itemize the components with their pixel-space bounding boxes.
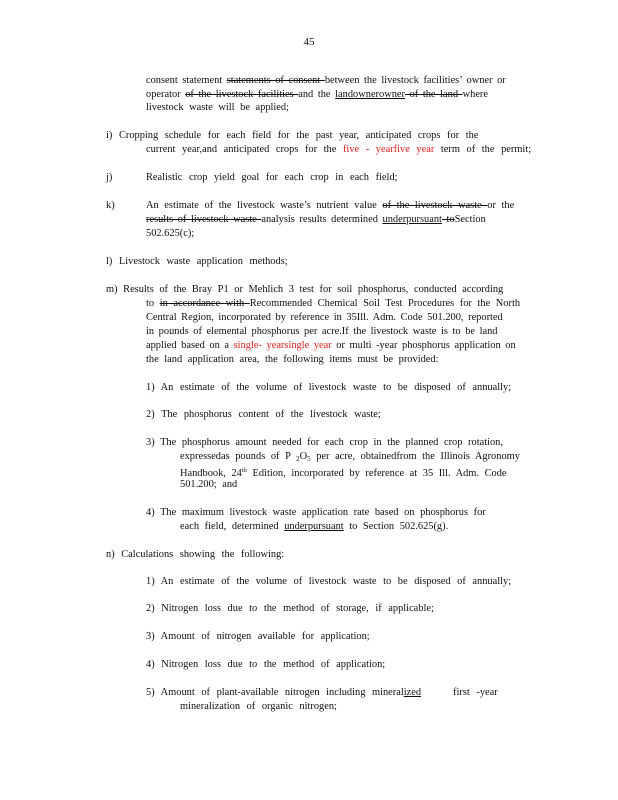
item-m-sub-3-line-2 [180, 451, 520, 465]
text: analysis results determined [261, 214, 383, 225]
deleted-text: of the land [404, 89, 463, 100]
item-m-sub-4-line-1: 4) The maximum livestock waste application rate based on phosphorus for [146, 507, 486, 518]
item-m-sub-3-line-3 [180, 465, 507, 480]
text: Section [454, 214, 486, 225]
text: 5) Amount of plant-available nitrogen including mineral [146, 687, 404, 698]
item-k-line-3: 502.625(c); [146, 228, 195, 239]
text: to Section 502.625(g). [343, 521, 449, 532]
item-k-label: k) [106, 200, 115, 211]
item-n-line-1: n) Calculations showing the following: [106, 549, 285, 560]
text: first -year [453, 687, 498, 698]
text: term of the permit; [434, 144, 532, 155]
item-j-text: Realistic crop yield goal for each crop in each field; [146, 172, 398, 183]
item-m-line-5 [146, 340, 516, 352]
deleted-text: in accordance with [159, 298, 250, 309]
item-k-line-1 [146, 200, 514, 212]
item-l-text: l) Livestock waste application methods; [106, 256, 288, 267]
text: operator [146, 89, 186, 100]
text: consent statement [146, 75, 227, 86]
continuation-line-1 [146, 75, 506, 87]
item-i-line-1: i) Cropping schedule for each field for the past year, anticipated crops for the [106, 130, 479, 141]
inserted-text: underpursuant [284, 521, 344, 532]
item-m-line-1: m) Results of the Bray P1 or Mehlich 3 test for soil phosphorus, conducted according [106, 284, 504, 295]
text: or multi -year phosphorus application on [336, 340, 516, 351]
text: expressedas pounds of P [180, 451, 297, 462]
text: per acre, obtainedfrom the Illinois Agronomy [310, 451, 520, 462]
text: between the livestock facilities’ owner or [324, 75, 506, 86]
inserted-text: landownerowner [335, 89, 405, 100]
item-n-sub-1: 1) An estimate of the volume of livestock waste to be disposed of annually; [146, 576, 512, 587]
item-m-line-6: the land application area, the following items must be provided: [146, 354, 439, 365]
text: to [146, 298, 160, 309]
text: where [462, 89, 489, 100]
item-m-sub-2: 2) The phosphorus content of the livestock waste; [146, 409, 381, 420]
text: Handbook, 24 [180, 468, 242, 479]
subscript: 2 [296, 455, 300, 463]
item-m-sub-1: 1) An estimate of the volume of livestock waste to be disposed of annually; [146, 382, 512, 393]
item-j-label: j) [106, 172, 113, 183]
text: each field, determined [180, 521, 285, 532]
deleted-text: of the livestock facilities [185, 89, 299, 100]
page-number: 45 [303, 36, 315, 48]
continuation-line-3: livestock waste will be applied; [146, 102, 290, 113]
text: current year,and anticipated crops for the [146, 144, 343, 155]
item-n-sub-5-line-1 [146, 687, 498, 699]
deleted-text: of the livestock waste [382, 200, 488, 211]
text: applied based on a [146, 340, 234, 351]
inserted-text: underpursuant [382, 214, 442, 225]
item-i-line-2 [146, 144, 531, 156]
item-m-line-2 [146, 298, 520, 310]
item-m-line-3: Central Region, incorporated by reference in 35Ill. Adm. Code 501.200, reported [146, 312, 503, 323]
text: O [299, 451, 308, 462]
inserted-text: ized [403, 687, 422, 698]
subscript: 5 [307, 455, 311, 463]
deleted-text: to [441, 214, 455, 225]
item-n-sub-4: 4) Nitrogen loss due to the method of application; [146, 659, 386, 670]
item-m-sub-3-line-4: 501.200; and [180, 479, 238, 490]
continuation-line-2 [146, 89, 488, 101]
text: or the [487, 200, 515, 211]
deleted-text: results of livestock waste [146, 214, 262, 225]
text: An estimate of the livestock waste’s nutrient value [146, 200, 383, 211]
item-m-line-4: in pounds of elemental phosphorus per acre.If the livestock waste is to be land [146, 326, 498, 337]
item-m-sub-4-line-2 [180, 521, 448, 533]
text: Edition, incorporated by reference at 35 Ill. Adm. Code [246, 468, 507, 479]
item-k-line-2 [146, 214, 486, 226]
item-n-sub-2: 2) Nitrogen loss due to the method of storage, if applicable; [146, 603, 434, 614]
inserted-text-red: single- yearsingle year [233, 340, 337, 351]
deleted-text: statements of consent [226, 75, 325, 86]
text: and the [298, 89, 336, 100]
item-n-sub-5-line-2: mineralization of organic nitrogen; [180, 701, 337, 712]
item-n-sub-3: 3) Amount of nitrogen available for application; [146, 631, 370, 642]
text: Recommended Chemical Soil Test Procedures for the North [249, 298, 521, 309]
item-m-sub-3-line-1: 3) The phosphorus amount needed for each crop in the planned crop rotation, [146, 437, 503, 448]
superscript: th [241, 467, 247, 474]
inserted-text-red: five - yearfive year [342, 144, 435, 155]
